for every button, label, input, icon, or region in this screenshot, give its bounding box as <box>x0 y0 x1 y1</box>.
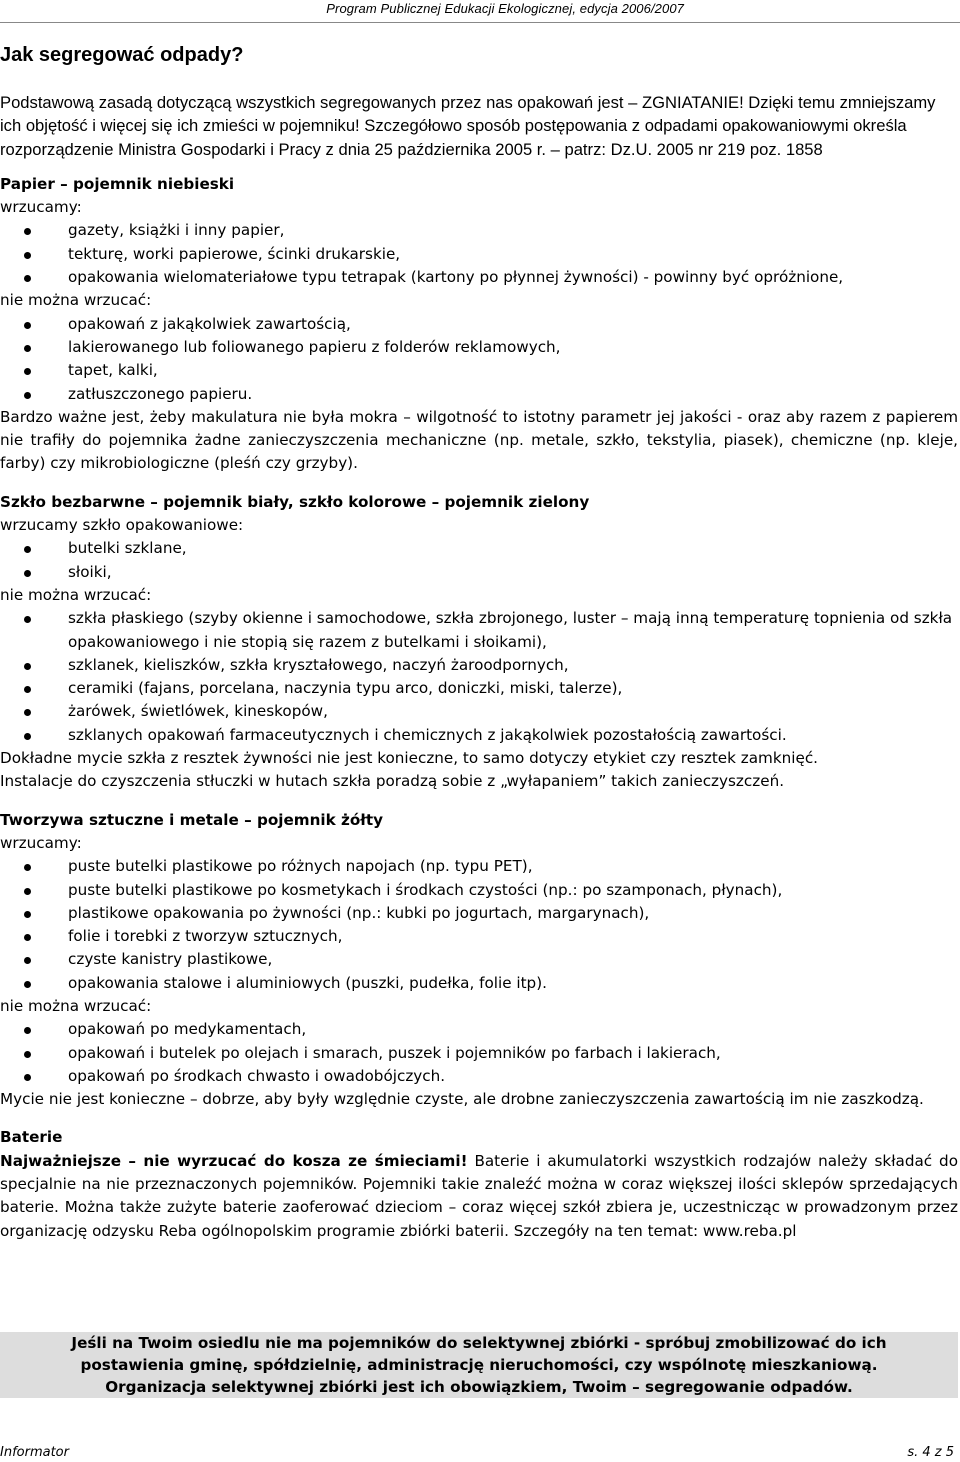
paper-allowed-label: wrzucamy: <box>0 198 82 217</box>
glass-heading: Szkło bezbarwne – pojemnik biały, szkło kolorowe – pojemnik zielony <box>0 492 590 511</box>
bullet-icon <box>24 686 31 693</box>
page-number: s. 4 z 5 <box>907 1445 954 1460</box>
bullet-icon <box>24 1027 31 1034</box>
bullet-icon <box>24 322 31 329</box>
glass-allowed-label: wrzucamy szkło opakowaniowe: <box>0 516 244 535</box>
plastic-forbidden-label: nie można wrzucać: <box>0 996 152 1015</box>
batteries-warning: Najważniejsze – nie wyrzucać do kosza ze śmieciami! <box>0 1151 468 1170</box>
glass-note-1: Dokładne mycie szkła z resztek żywności nie jest konieczne, to samo dotyczy etykiet czy resztek zamknięć. <box>0 749 819 768</box>
list-item: lakierowanego lub foliowanego papieru z folderów reklamowych, <box>0 336 958 359</box>
plastic-allowed-label: wrzucamy: <box>0 833 82 852</box>
bullet-icon <box>24 981 31 988</box>
paper-forbidden-label: nie można wrzucać: <box>0 291 152 310</box>
list-item: tapet, kalki, <box>0 359 958 382</box>
plastic-heading: Tworzywa sztuczne i metale – pojemnik żółty <box>0 810 384 829</box>
bullet-icon <box>24 228 31 235</box>
list-item: szklanek, kieliszków, szkła kryształowego, naczyń żaroodpornych, <box>0 654 958 677</box>
list-item: folie i torebki z tworzyw sztucznych, <box>0 925 958 948</box>
bullet-icon <box>24 934 31 941</box>
glass-allowed-list <box>0 537 958 584</box>
list-item: opakowań po medykamentach, <box>0 1018 958 1041</box>
bullet-icon <box>24 546 31 553</box>
bullet-icon <box>24 252 31 259</box>
program-title: Program Publicznej Edukacji Ekologicznej, edycja 2006/2007 <box>326 1 684 16</box>
plastic-note: Mycie nie jest konieczne – dobrze, aby były względnie czyste, ale drobne zanieczyszczenia zawartością im nie zaszkodzą. <box>0 1090 924 1109</box>
list-item: gazety, książki i inny papier, <box>0 219 958 242</box>
list-item: żarówek, świetlówek, kineskopów, <box>0 700 958 723</box>
batteries-heading: Baterie <box>0 1128 63 1147</box>
glass-section <box>0 491 958 794</box>
list-item: słoiki, <box>0 561 958 584</box>
glass-note-2: Instalacje do czyszczenia stłuczki w hutach szkła poradzą sobie z „wyłapaniem” takich zanieczyszczeń. <box>0 772 785 791</box>
paper-heading: Papier – pojemnik niebieski <box>0 174 235 193</box>
bullet-icon <box>24 957 31 964</box>
list-item: tekturę, worki papierowe, ścinki drukarskie, <box>0 243 958 266</box>
paper-note: Bardzo ważne jest, żeby makulatura nie była mokra – wilgotność to istotny parametr jej jakości - oraz aby razem z papierem nie trafiły do pojemnika żadne zanieczyszczenia mechaniczne (np. metale, szkło, tekstylia, piasek), chemiczne (np. kleje, farby) czy mikrobiologiczne (pleśń czy grzyby). <box>0 407 958 473</box>
footer-label: Informator <box>0 1445 69 1460</box>
plastic-allowed-list <box>0 855 958 995</box>
bullet-icon <box>24 663 31 670</box>
list-item: puste butelki plastikowe po różnych napojach (np. typu PET), <box>0 855 958 878</box>
list-item: szklanych opakowań farmaceutycznych i chemicznych z jakąkolwiek pozostałością zawartości. <box>0 724 958 747</box>
document-body <box>0 91 958 1243</box>
list-item: szkła płaskiego (szyby okienne i samochodowe, szkła zbrojonego, luster – mają inną temperaturę topnienia od szkła opakowaniowego i nie stopią się razem z butelkami i słoikami), <box>0 607 958 654</box>
bullet-icon <box>24 911 31 918</box>
plastic-forbidden-list <box>0 1018 958 1088</box>
cta-line-2: postawienia gminę, spółdzielnię, administrację nieruchomości, czy wspólnotę mieszkaniową. <box>80 1356 878 1374</box>
plastic-section <box>0 809 958 1112</box>
paper-forbidden-list <box>0 313 958 406</box>
bullet-icon <box>24 864 31 871</box>
intro-paragraph: Podstawową zasadą dotyczącą wszystkich segregowanych przez nas opakowań jest – ZGNIATANIE! Dzięki temu zmniejszamy ich objętość i więcej się ich zmieści w pojemniku! Szczegółowo sposób postępowania z odpadami opakowaniowymi określa rozporządzenie Ministra Gospodarki i Pracy z dnia 25 października 2005 r. – patrz: Dz.U. 2005 nr 219 poz. 1858 <box>0 93 936 159</box>
page-header <box>0 0 960 23</box>
bullet-icon <box>24 275 31 282</box>
cta-line-1: Jeśli na Twoim osiedlu nie ma pojemników do selektywnej zbiórki - spróbuj zmobilizować do ich <box>71 1334 887 1352</box>
batteries-paragraph <box>0 1150 958 1243</box>
bullet-icon <box>24 1074 31 1081</box>
page-title: Jak segregować odpady? <box>0 44 244 66</box>
list-item: czyste kanistry plastikowe, <box>0 948 958 971</box>
batteries-section <box>0 1126 958 1242</box>
bullet-icon <box>24 345 31 352</box>
list-item: opakowań po środkach chwasto i owadobójczych. <box>0 1065 958 1088</box>
bullet-icon <box>24 733 31 740</box>
batteries-text: Baterie i akumulatorki wszystkich rodzajów należy składać do specjalnie na nie przeznaczonych pojemników. Pojemniki takie znaleźć można w coraz większej ilości sklepów sprzedających baterie. Można także zużyte baterie zaoferować dzieciom – coraz więcej szkół zbiera je, uczestnicząc w prowadzonym przez organizację odzysku Reba ogólnopolskim programie zbiórki baterii. Szczegóły na ten temat: www.reba.pl <box>0 1151 958 1240</box>
bullet-icon <box>24 368 31 375</box>
paper-section <box>0 173 958 476</box>
list-item: plastikowe opakowania po żywności (np.: kubki po jogurtach, margarynach), <box>0 902 958 925</box>
list-item: opakowania wielomateriałowe typu tetrapak (kartony po płynnej żywności) - powinny być opróżnione, <box>0 266 958 289</box>
bullet-icon <box>24 888 31 895</box>
cta-line-3: Organizacja selektywnej zbiórki jest ich obowiązkiem, Twoim – segregowanie odpadów. <box>105 1378 853 1396</box>
call-to-action-box <box>0 1332 958 1398</box>
list-item: zatłuszczonego papieru. <box>0 383 958 406</box>
glass-forbidden-list <box>0 607 958 747</box>
bullet-icon <box>24 570 31 577</box>
bullet-icon <box>24 1051 31 1058</box>
glass-forbidden-label: nie można wrzucać: <box>0 585 152 604</box>
list-item: butelki szklane, <box>0 537 958 560</box>
list-item: opakowania stalowe i aluminiowych (puszki, pudełka, folie itp). <box>0 972 958 995</box>
list-item: opakowań z jakąkolwiek zawartością, <box>0 313 958 336</box>
paper-allowed-list <box>0 219 958 289</box>
bullet-icon <box>24 709 31 716</box>
list-item: ceramiki (fajans, porcelana, naczynia typu arco, doniczki, miski, talerze), <box>0 677 958 700</box>
list-item: opakowań i butelek po olejach i smarach, puszek i pojemników po farbach i lakierach, <box>0 1042 958 1065</box>
bullet-icon <box>24 616 31 623</box>
bullet-icon <box>24 392 31 399</box>
list-item: puste butelki plastikowe po kosmetykach i środkach czystości (np.: po szamponach, płynach), <box>0 879 958 902</box>
